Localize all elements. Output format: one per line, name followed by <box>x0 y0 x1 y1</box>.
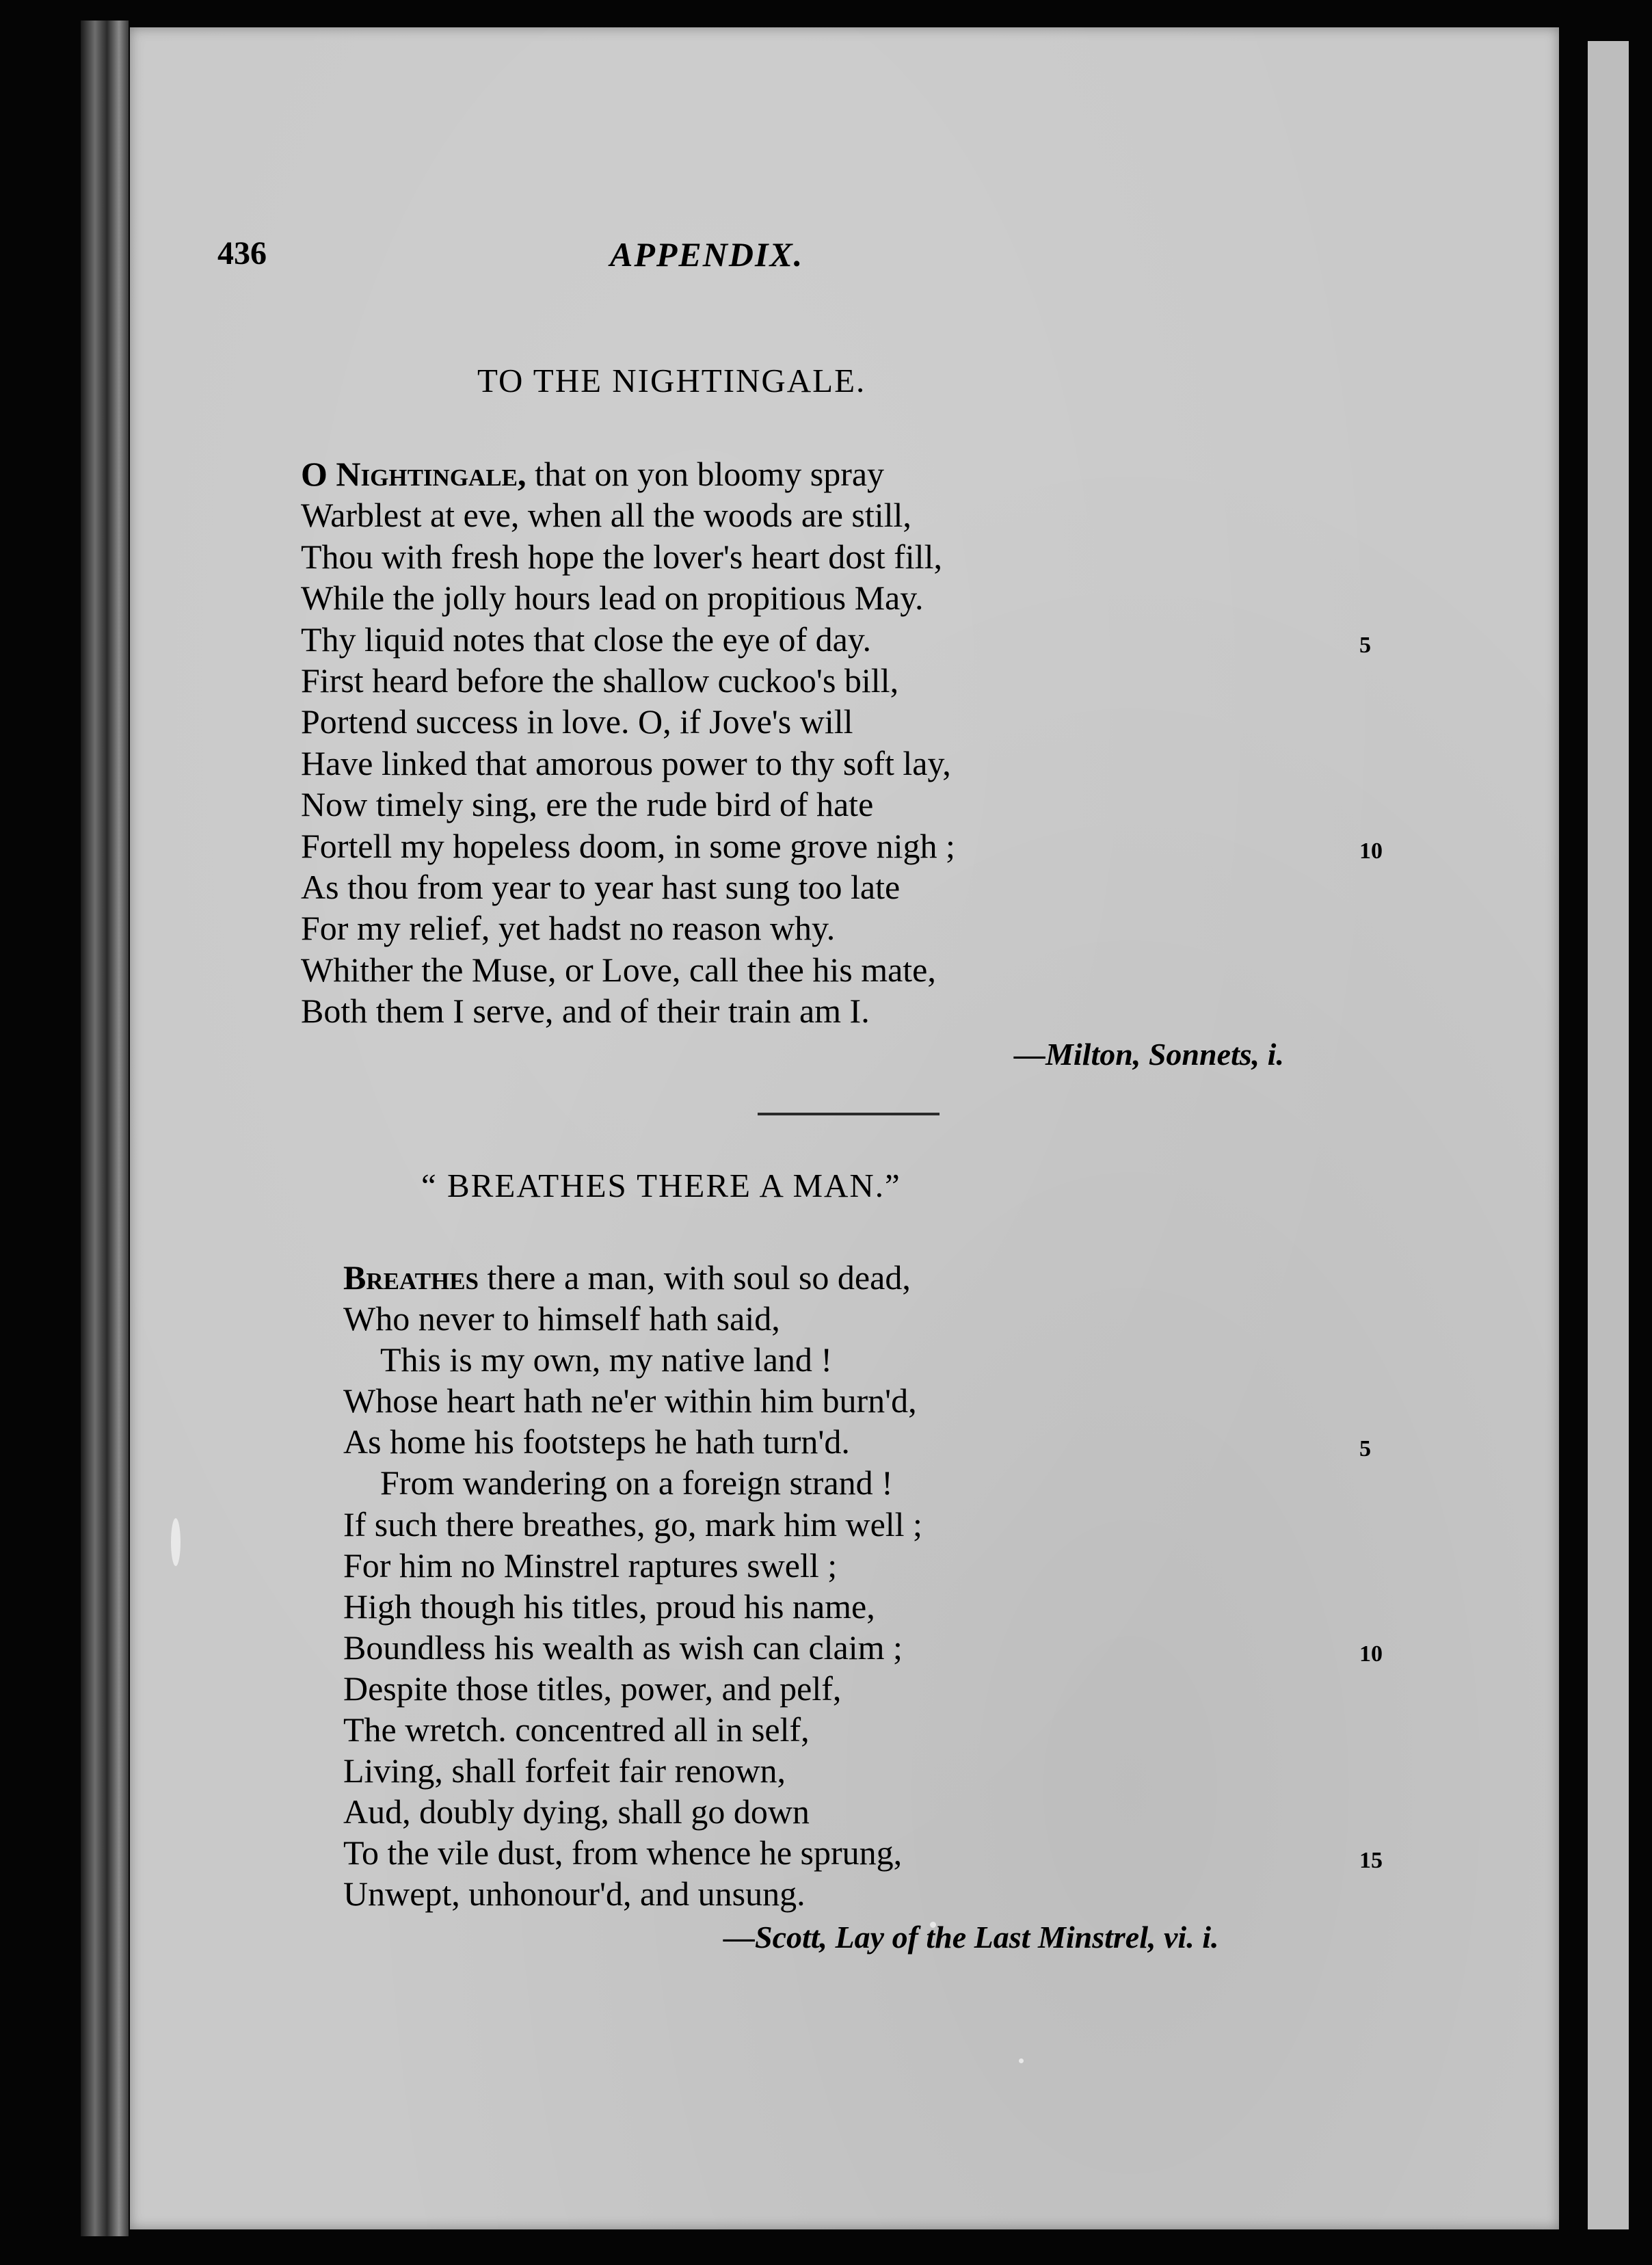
poem-line: Thou with fresh hope the lover's heart dost fill, <box>301 537 942 576</box>
poem-line: For my relief, yet hadst no reason why. <box>301 909 836 948</box>
poem-line: For him no Minstrel raptures swell ; <box>343 1546 838 1585</box>
poem-line: Who never to himself hath said, <box>343 1299 780 1338</box>
poem-line <box>301 453 955 494</box>
poem-line: Living, shall forfeit fair renown, <box>343 1751 786 1790</box>
section-divider <box>758 1113 940 1115</box>
poem-line: Unwept, unhonour'd, and unsung. <box>343 1875 805 1913</box>
poem-opening-words: O Nightingale, <box>301 455 527 493</box>
poem-attribution: —Milton, Sonnets, i. <box>1014 1037 1284 1072</box>
page-number: 436 <box>217 235 267 271</box>
poem-line: If such there breathes, go, mark him well ; <box>343 1505 922 1544</box>
poem-line: Despite those titles, power, and pelf, <box>343 1669 842 1708</box>
poem-line: Both them I serve, and of their train am I. <box>301 992 870 1031</box>
poem-line: Aud, doubly dying, shall go down <box>343 1792 810 1831</box>
poem-line-text: that on yon bloomy spray <box>526 455 885 493</box>
line-number: 5 <box>1359 1436 1371 1461</box>
poem-title: “ BREATHES THERE A MAN.” <box>421 1167 901 1204</box>
poem-line: Portend success in love. O, if Jove's will <box>301 702 853 741</box>
line-number: 10 <box>1359 1641 1383 1667</box>
poem-attribution: —Scott, Lay of the Last Minstrel, vi. i. <box>723 1920 1219 1955</box>
poem-title: TO THE NIGHTINGALE. <box>477 362 866 399</box>
poem-line: Whose heart hath ne'er within him burn'd, <box>343 1381 917 1420</box>
poem-line-text: there a man, with soul so dead, <box>479 1258 911 1297</box>
book-spine-edge <box>81 21 129 2236</box>
poem-line <box>343 1257 922 1298</box>
line-number: 10 <box>1359 838 1383 864</box>
poem-line: Whither the Muse, or Love, call thee his mate, <box>301 950 936 989</box>
poem-line: To the vile dust, from whence he sprung, <box>343 1833 903 1872</box>
poem-line: High though his titles, proud his name, <box>343 1587 875 1626</box>
line-number: 5 <box>1359 633 1371 658</box>
poem-line: Thy liquid notes that close the eye of day. <box>301 620 872 659</box>
poem-line: Now timely sing, ere the rude bird of hate <box>301 785 874 824</box>
poem-line: Have linked that amorous power to thy soft lay, <box>301 743 951 782</box>
poem-line: Fortell my hopeless doom, in some grove nigh ; <box>301 826 955 865</box>
running-head: APPENDIX. <box>610 235 804 274</box>
scan-speck <box>1019 2058 1024 2063</box>
poem-opening-words: Breathes <box>343 1258 479 1297</box>
poem-line: As thou from year to year hast sung too late <box>301 867 901 906</box>
line-number: 15 <box>1359 1848 1383 1873</box>
poem-line: From wandering on a foreign strand ! <box>380 1463 893 1502</box>
poem-line: First heard before the shallow cuckoo's bill, <box>301 661 899 700</box>
poem-body <box>301 453 955 1031</box>
poem-line: This is my own, my native land ! <box>380 1340 833 1379</box>
facing-page-edge <box>1588 41 1629 2229</box>
poem-body <box>343 1257 922 1915</box>
scan-speck <box>171 1518 181 1566</box>
poem-line: Boundless his wealth as wish can claim ; <box>343 1628 903 1667</box>
poem-line: While the jolly hours lead on propitious May. <box>301 579 924 618</box>
poem-line: The wretch. concentred all in self, <box>343 1710 810 1749</box>
poem-line: Warblest at eve, when all the woods are still, <box>301 496 911 535</box>
poem-line: As home his footsteps he hath turn'd. <box>343 1422 850 1461</box>
